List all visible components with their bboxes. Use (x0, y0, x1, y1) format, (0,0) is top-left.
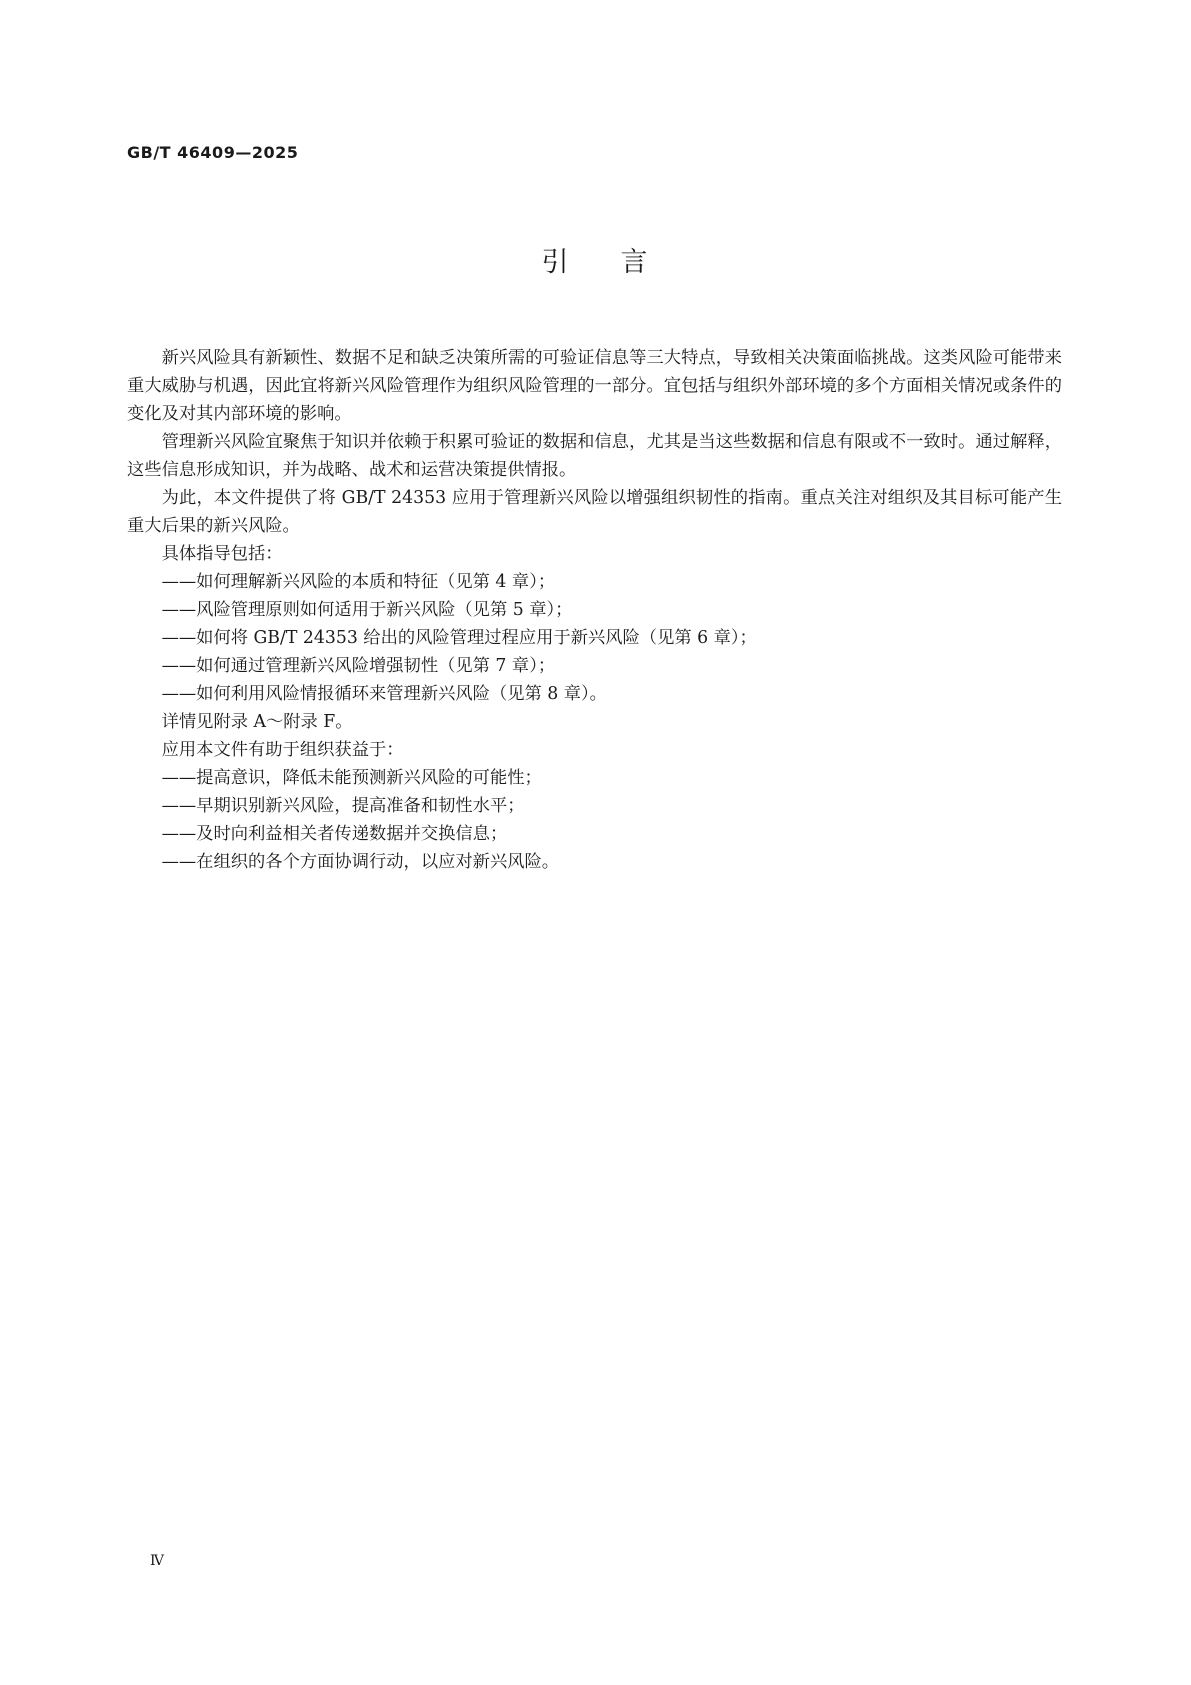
guidance-item: ——如何将 GB/T 24353 给出的风险管理过程应用于新兴风险（见第 6 章）； (161, 628, 757, 648)
section-title-char-2: 言 (620, 247, 650, 278)
guidance-item: ——风险管理原则如何适用于新兴风险（见第 5 章）； (161, 600, 573, 620)
document-code: GB/T 46409—2025 (127, 143, 299, 162)
section-title (0, 246, 1191, 280)
introduction-body (127, 344, 1062, 876)
benefit-item: ——及时向利益相关者传递数据并交换信息； (161, 824, 508, 844)
guidance-item: ——如何理解新兴风险的本质和特征（见第 4 章）； (161, 572, 556, 592)
guidance-intro: 具体指导包括： (161, 544, 283, 564)
section-title-char-1: 引 (541, 247, 571, 278)
benefit-item: ——在组织的各个方面协调行动，以应对新兴风险。 (161, 852, 560, 872)
paragraph-2: 管理新兴风险宜聚焦于知识并依赖于积累可验证的数据和信息，尤其是当这些数据和信息有限或不一致时。通过解释，这些信息形成知识，并为战略、战术和运营决策提供情报。 (127, 432, 1062, 480)
benefit-item: ——早期识别新兴风险，提高准备和韧性水平； (161, 796, 525, 816)
benefit-item: ——提高意识，降低未能预测新兴风险的可能性； (161, 768, 542, 788)
benefits-intro: 应用本文件有助于组织获益于： (161, 740, 404, 760)
guidance-item: ——如何通过管理新兴风险增强韧性（见第 7 章）； (161, 656, 556, 676)
annex-reference: 详情见附录 A～附录 F。 (161, 712, 353, 732)
guidance-item: ——如何利用风险情报循环来管理新兴风险（见第 8 章）。 (161, 684, 607, 704)
paragraph-3: 为此，本文件提供了将 GB/T 24353 应用于管理新兴风险以增强组织韧性的指南。重点关注对组织及其目标可能产生重大后果的新兴风险。 (127, 488, 1062, 536)
paragraph-1: 新兴风险具有新颖性、数据不足和缺乏决策所需的可验证信息等三大特点，导致相关决策面临挑战。这类风险可能带来重大威胁与机遇，因此宜将新兴风险管理作为组织风险管理的一部分。宜包括与组织外部环境的多个方面相关情况或条件的变化及对其内部环境的影响。 (127, 348, 1062, 424)
page-number: Ⅳ (150, 1553, 164, 1569)
